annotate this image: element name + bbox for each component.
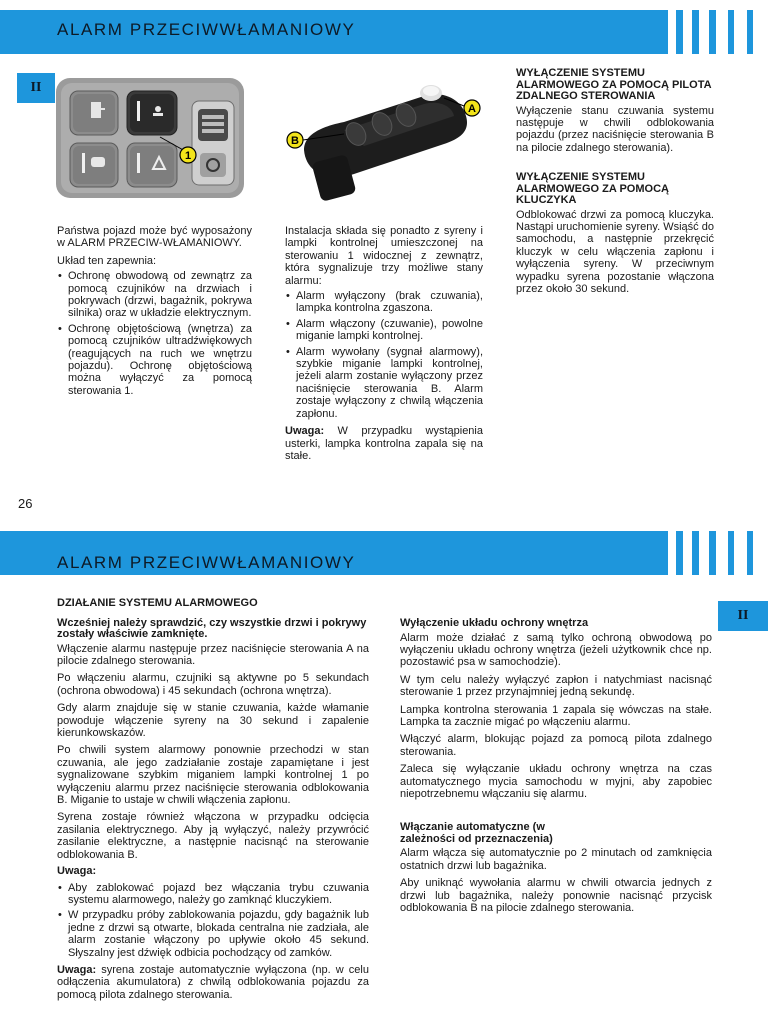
note-text: W przypadku wystąpienia usterki, lampka kontrolna zapala się na stałe. <box>285 425 483 462</box>
callout-b: B <box>291 135 299 147</box>
paragraph: Wyłączenie stanu czuwania systemu następuje w chwili odblokowania pojazdu (przez naciśnięcie sterowania B na pilocie zdalnego sterowania). <box>516 104 714 154</box>
intro-paragraph: Państwa pojazd może być wyposażony w ALARM PRZECIW-WŁAMANIOWY. <box>57 225 252 250</box>
section-heading: WYŁĄCZENIE SYSTEMU ALARMOWEGO ZA POMOCĄ KLUCZYKA <box>516 171 669 207</box>
alarm-states-list <box>285 290 483 420</box>
paragraph: Po chwili system alarmowy ponownie przechodzi w stan czuwania, ale jego zadziałanie zostaje zapamiętane i jest sygnalizowane szybkim miganiem lampki kontrolnej 1 po wyłączeniu alarmu przez naciśnięcie sterowania odblokowania B. Miganie to ustaje w chwili włączenia zapłonu. <box>57 744 369 806</box>
page-title: ALARM PRZECIWWŁAMANIOWY <box>57 20 356 39</box>
top-column-1 <box>57 225 252 402</box>
header-band-top <box>0 10 768 54</box>
paragraph: Odblokować drzwi za pomocą kluczyka. Nastąpi uruchomienie syreny. Wsiąść do samochodu, a następnie przekręcić kluczyk w celu włączenia zapłonu i wyłączenia syreny. W przeciwnym wypadku syrena pozostanie włączona przez około 30 sekund. <box>516 208 714 296</box>
paragraph: Po włączeniu alarmu, czujniki są aktywne po 5 sekundach (ochrona obwodowa) i 45 sekundach (ochrona wnętrza). <box>57 672 369 697</box>
list-item: • Ochronę objętościową (wnętrza) za pomocą czujników ultradźwiękowych (reagujących na ruch we wnętrzu pojazdu). Ochronę objętościową można wyłączyć za pomocą sterowania 1. <box>57 323 252 397</box>
note-label: Uwaga: <box>285 425 325 438</box>
note-label: Uwaga: <box>57 963 97 976</box>
bottom-column-2 <box>400 618 712 919</box>
page-number: 26 <box>18 496 33 511</box>
callout-a: A <box>468 103 476 115</box>
list-item: • Aby zablokować pojazd bez włączania trybu czuwania systemu alarmowego, należy go zamknąć kluczykiem. <box>57 882 369 907</box>
paragraph: Syrena zostaje również włączona w przypadku odcięcia zasilania elektrycznego. Aby ją wyłączyć, należy przywrócić zasilanie elektryczne, a następnie nacisnąć na sterowanie odblokowania B. <box>57 811 369 861</box>
top-column-2 <box>285 225 483 467</box>
chapter-tab: II <box>17 73 55 103</box>
paragraph: Lampka kontrolna sterowania 1 zapala się wówczas na stałe. Lampka ta zacznie migać po włączeniu alarmu. <box>400 703 712 728</box>
note-list <box>57 882 369 959</box>
section-heading: WYŁĄCZENIE SYSTEMU ALARMOWEGO ZA POMOCĄ PILOTA ZDALNEGO STEROWANIA <box>516 67 712 102</box>
section-heading: Włączanie automatyczne (w zależności od przeznaczenia) <box>400 821 553 845</box>
paragraph: Włączyć alarm, blokując pojazd za pomocą pilota zdalnego sterowania. <box>400 733 712 758</box>
bottom-column-1 <box>57 598 369 1006</box>
protection-list <box>57 270 252 397</box>
page-title: ALARM PRZECIWWŁAMANIOWY <box>57 553 356 572</box>
installation-paragraph: Instalacja składa się ponadto z syreny i lampki kontrolnej umieszczonej na sterowaniu 1 widocznej z zewnątrz, która sygnalizuje trzy możliwe stany alarmu: <box>285 225 483 287</box>
paragraph: W tym celu należy wyłączyć zapłon i natychmiast nacisnąć sterowanie 1 przez przynajmniej jedną sekundę. <box>400 673 712 699</box>
paragraph: Aby uniknąć wywołania alarmu w chwili otwarcia jednych z drzwi lub bagażnika, należy ponownie nacisnąć przycisk odblokowania B na pilocie zdalnego sterowania. <box>400 877 712 914</box>
section-heading: Wyłączenie układu ochrony wnętrza <box>400 617 589 629</box>
paragraph: Włączenie alarmu następuje przez naciśnięcie sterowania A na pilocie zdalnego sterowania. <box>57 642 369 667</box>
list-item: • Alarm włączony (czuwanie), powolne miganie lampki kontrolnej. <box>285 318 483 343</box>
header-stripes <box>668 10 768 54</box>
paragraph: Alarm włącza się automatycznie po 2 minutach od zamknięcia ostatnich drzwi lub bagażnika. <box>400 847 712 872</box>
header-band-bottom <box>0 531 768 575</box>
alarm-switch-panel-figure <box>55 77 245 199</box>
top-column-3 <box>516 68 714 300</box>
list-item: • Alarm wywołany (sygnał alarmowy), szybkie miganie lampki kontrolnej, jeżeli alarm zostanie wyłączony przez naciśnięcie sterowania B. Alarm zostaje wyłączony z chwilą włączenia zapłonu. <box>285 346 483 420</box>
list-item: • Alarm wyłączony (brak czuwania), lampka kontrolna zgaszona. <box>285 290 483 315</box>
paragraph: Alarm może działać z samą tylko ochroną obwodową po wyłączeniu układu ochrony wnętrza (jeżeli użytkownik chce np. pozostawić psa w samochodzie). <box>400 631 712 669</box>
note-paragraph <box>57 964 369 1001</box>
paragraph: Gdy alarm znajduje się w stanie czuwania, każde włamanie powoduje włączenie syreny na 30 sekund i zapalenie kierunkowskazów. <box>57 702 369 739</box>
note-heading: Uwaga: <box>57 865 97 877</box>
remote-key-figure <box>284 78 484 203</box>
list-item: • Ochronę obwodową od zewnątrz za pomocą czujników na drzwiach i pokrywach (drzwi, bagażnik, pokrywa silnika) oraz w układzie elektrycznym. <box>57 270 252 320</box>
lead-text: Wcześniej należy sprawdzić, czy wszystkie drzwi i pokrywy zostały właściwie zamknięte. <box>57 616 367 640</box>
intro-paragraph-2: Układ ten zapewnia: <box>57 254 157 267</box>
paragraph: Zaleca się wyłączanie układu ochrony wnętrza na czas automatycznego mycia samochodu w myjni, aby zapobiec niepotrzebnemu włączaniu się alarmu. <box>400 763 712 800</box>
note-text: syrena zostaje automatycznie wyłączona (np. w celu odłączenia akumulatora) z chwilą odblokowania pojazdu za pomocą pilota zdalnego sterowania. <box>57 963 369 1001</box>
header-stripes <box>668 531 768 575</box>
chapter-tab: II <box>718 601 768 631</box>
section-title: DZIAŁANIE SYSTEMU ALARMOWEGO <box>57 597 258 609</box>
callout-1: 1 <box>184 150 192 162</box>
note-paragraph <box>285 425 483 462</box>
list-item: • W przypadku próby zablokowania pojazdu, gdy bagażnik lub jedne z drzwi są otwarte, blokada centralna nie zadziała, ale alarm zostanie włączony po upływie około 45 sekund. Słyszalny jest dźwięk odbicia pochodzący od zamków. <box>57 909 369 959</box>
